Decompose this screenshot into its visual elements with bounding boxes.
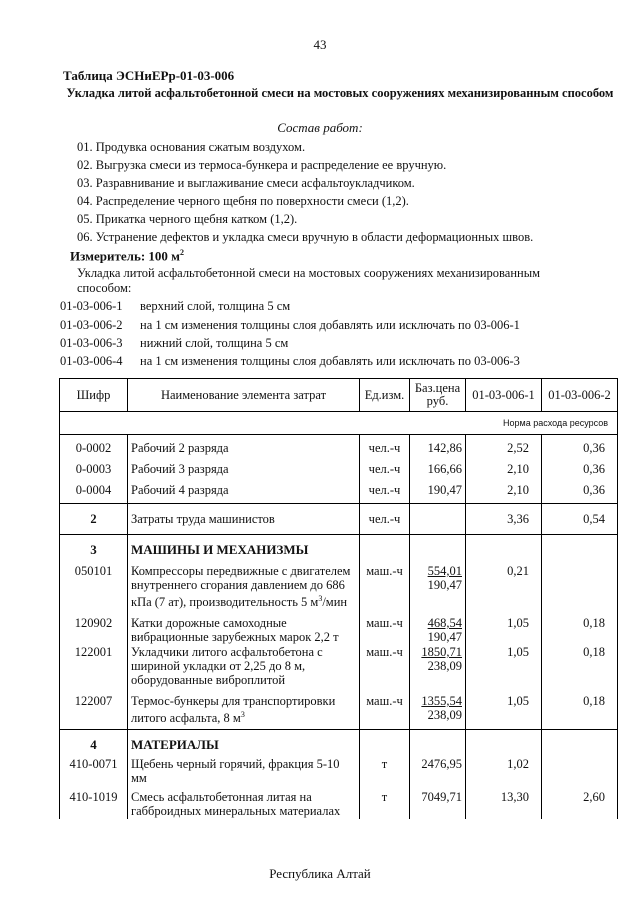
price-bottom: 238,09 (427, 708, 462, 723)
row-v1: 2,52 (466, 435, 542, 457)
row-unit: т (360, 786, 410, 819)
row-price: 190,47 (410, 477, 466, 504)
section-machines (60, 535, 618, 559)
measure (70, 248, 184, 264)
table-row (60, 610, 618, 645)
row-v1: 1,05 (466, 645, 542, 688)
row-price: 7049,71 (410, 786, 466, 819)
composition-title: Состав работ: (277, 120, 363, 135)
code-id: 01-03-006-2 (60, 318, 123, 332)
row-price (410, 610, 466, 645)
table-row (60, 688, 618, 730)
row-v2: 0,36 (542, 456, 618, 477)
code-text: на 1 см изменения толщины слоя добавлять или исключать по 03-006-3 (140, 354, 520, 368)
header-code: Шифр (60, 379, 128, 412)
row-unit: маш.-ч (360, 558, 410, 610)
row-v1: 1,05 (466, 688, 542, 730)
row-price (410, 688, 466, 730)
table-header-row (60, 379, 618, 412)
row-name-sup: 3 (240, 710, 245, 720)
row-v1: 3,36 (466, 504, 542, 535)
row-code: 410-1019 (60, 786, 128, 819)
row-v1: 1,05 (466, 610, 542, 645)
row-unit: чел.-ч (360, 456, 410, 477)
header-price: Баз.цена руб. (410, 379, 466, 412)
measure-label: Измеритель: 100 м (70, 248, 181, 264)
row-code: 050101 (60, 558, 128, 610)
work-item: 02. Выгрузка смеси из термоса-бункера и распределение ее вручную. (77, 158, 447, 172)
price-top: 554,01 (427, 564, 462, 578)
row-name: Рабочий 4 разряда (128, 477, 360, 504)
row-unit: маш.-ч (360, 610, 410, 645)
row-price: 2476,95 (410, 753, 466, 786)
row-v2: 0,36 (542, 477, 618, 504)
code-id: 01-03-006-1 (60, 299, 123, 313)
row-v2: 0,18 (542, 610, 618, 645)
row-name: Затраты труда машинистов (128, 504, 360, 535)
row-name-sup: 3 (318, 594, 323, 603)
row-v2: 0,36 (542, 435, 618, 457)
code-text: верхний слой, толщина 5 см (140, 299, 291, 313)
row-unit: маш.-ч (360, 688, 410, 730)
row-name: Смесь асфальтобетонная литая на габброидных минеральных материалах (128, 786, 360, 819)
row-v1: 2,10 (466, 477, 542, 504)
row-price: 142,86 (410, 435, 466, 457)
price-bottom: 190,47 (427, 630, 462, 645)
code-line (60, 318, 520, 333)
norm-label: Норма расхода ресурсов (503, 418, 608, 428)
description: Укладка литой асфальтобетонной смеси на мостовых сооружениях механизированным способом: (77, 266, 541, 295)
row-name: Рабочий 3 разряда (128, 456, 360, 477)
row-unit: чел.-ч (360, 477, 410, 504)
row-v1: 0,21 (466, 558, 542, 610)
section-code: 4 (60, 730, 128, 754)
row-code: 2 (60, 504, 128, 535)
price-top: 468,54 (427, 616, 462, 631)
row-code: 0-0004 (60, 477, 128, 504)
section-name: МАШИНЫ И МЕХАНИЗМЫ (128, 535, 360, 559)
section-name: МАТЕРИАЛЫ (128, 730, 360, 754)
code-text: нижний слой, толщина 5 см (140, 336, 289, 350)
row-unit: т (360, 753, 410, 786)
work-item: 06. Устранение дефектов и укладка смеси вручную в области деформационных швов. (77, 230, 534, 244)
row-code: 0-0002 (60, 435, 128, 457)
row-name: Щебень черный горячий, фракция 5-10 мм (128, 753, 360, 786)
header-unit: Ед.изм. (360, 379, 410, 412)
header-name: Наименование элемента затрат (128, 379, 360, 412)
work-item: 04. Распределение черного щебня по поверхности смеси (1,2). (77, 194, 409, 208)
row-name-text: Компрессоры передвижные с двигателем внутреннего сгорания давлением до 686 кПа (7 ат), производительность 5 м (131, 564, 351, 610)
row-price (410, 504, 466, 535)
footer-region: Республика Алтай (269, 866, 371, 881)
row-v2 (542, 753, 618, 786)
row-code: 0-0003 (60, 456, 128, 477)
page-number: 43 (313, 37, 327, 52)
header-col1: 01-03-006-1 (466, 379, 542, 412)
table-row (60, 645, 618, 688)
row-v2 (542, 558, 618, 610)
row-unit: маш.-ч (360, 645, 410, 688)
row-code: 122001 (60, 645, 128, 688)
table-row (60, 786, 618, 819)
section-code: 3 (60, 535, 128, 559)
section-materials (60, 730, 618, 754)
row-price (410, 558, 466, 610)
row-v2: 0,54 (542, 504, 618, 535)
row-name: Рабочий 2 разряда (128, 435, 360, 457)
row-price (410, 645, 466, 688)
row-v1: 1,02 (466, 753, 542, 786)
code-line (60, 336, 288, 351)
document-subtitle: Укладка литой асфальтобетонной смеси на мостовых сооружениях механизированным способом (66, 86, 614, 100)
header-col2: 01-03-006-2 (542, 379, 618, 412)
row-name (128, 688, 360, 730)
table-row-machinists (60, 504, 618, 535)
row-unit: чел.-ч (360, 504, 410, 535)
code-line (60, 354, 520, 369)
code-id: 01-03-006-3 (60, 336, 123, 350)
work-item: 05. Прикатка черного щебня катком (1,2). (77, 212, 298, 226)
row-name: Катки дорожные самоходные вибрационные зарубежных марок 2,2 т (128, 610, 360, 645)
row-v1: 2,10 (466, 456, 542, 477)
measure-sup: 2 (180, 248, 185, 257)
norm-row (60, 412, 618, 435)
code-id: 01-03-006-4 (60, 354, 123, 368)
table-row (60, 477, 618, 504)
work-item: 03. Разравнивание и выглаживание смеси асфальтоукладчиком. (77, 176, 415, 190)
row-v2: 0,18 (542, 645, 618, 688)
price-bottom: 190,47 (427, 578, 462, 592)
row-v2: 2,60 (542, 786, 618, 819)
row-v2: 0,18 (542, 688, 618, 730)
code-line (60, 299, 290, 314)
row-name (128, 558, 360, 610)
table-row (60, 435, 618, 457)
row-name: Укладчики литого асфальтобетона с шириной укладки от 2,25 до 8 м, оборудованные виброплитой (128, 645, 360, 688)
price-top: 1850,71 (421, 645, 462, 660)
table-row (60, 753, 618, 786)
price-bottom: 238,09 (427, 659, 462, 674)
row-code: 120902 (60, 610, 128, 645)
row-unit: чел.-ч (360, 435, 410, 457)
row-code: 410-0071 (60, 753, 128, 786)
row-price: 166,66 (410, 456, 466, 477)
row-name-text: Термос-бункеры для транспортировки литого асфальта, 8 м (131, 694, 336, 726)
code-text: на 1 см изменения толщины слоя добавлять или исключать по 03-006-1 (140, 318, 520, 332)
table-row (60, 558, 618, 610)
row-code: 122007 (60, 688, 128, 730)
work-item: 01. Продувка основания сжатым воздухом. (77, 140, 306, 154)
price-top: 1355,54 (421, 694, 462, 709)
table-row (60, 456, 618, 477)
table-title: Таблица ЭСНиЕРр-01-03-006 (63, 68, 235, 83)
row-name-tail: /мин (322, 595, 348, 610)
resource-table (59, 378, 618, 819)
row-v1: 13,30 (466, 786, 542, 819)
